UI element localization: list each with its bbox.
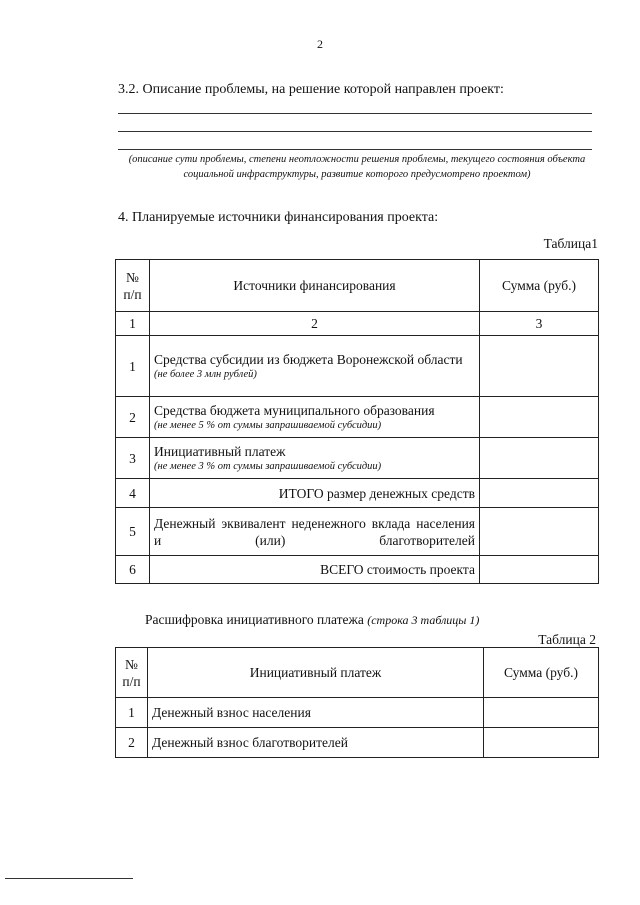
initiative-payment-table: [115, 647, 599, 758]
row-source: [150, 397, 480, 438]
table-row: [116, 728, 599, 758]
table-1-caption: Таблица1: [543, 236, 598, 251]
row-source-text: ИТОГО размер денежных средств: [150, 479, 480, 508]
row-sum[interactable]: [484, 698, 599, 728]
header-sum: Сумма (руб.): [484, 648, 599, 698]
breakdown-title: [145, 612, 479, 628]
row-number: 6: [116, 556, 150, 584]
table-row: [116, 336, 599, 397]
table-row: [116, 698, 599, 728]
footnote-separator: [5, 878, 133, 879]
row-sum[interactable]: [480, 556, 599, 584]
header-payment: Инициативный платеж: [148, 648, 484, 698]
index-cell: 1: [116, 312, 150, 336]
table-row: [116, 556, 599, 584]
breakdown-title-note: (строка 3 таблицы 1): [367, 613, 480, 627]
blank-line-3: [118, 149, 592, 150]
row-source: [150, 336, 480, 397]
header-sources: Источники финансирования: [150, 260, 480, 312]
row-sum[interactable]: [480, 397, 599, 438]
section-3-2-title: 3.2. Описание проблемы, на решение которой направлен проект:: [118, 82, 504, 97]
row-payment: Денежный взнос благотворителей: [148, 728, 484, 758]
row-source: [150, 438, 480, 479]
blank-line-2: [118, 131, 592, 132]
index-cell: 3: [480, 312, 599, 336]
index-cell: 2: [150, 312, 480, 336]
header-sum: Сумма (руб.): [480, 260, 599, 312]
section-4-title: 4. Планируемые источники финансирования проекта:: [118, 210, 439, 225]
row-sum[interactable]: [480, 438, 599, 479]
row-source-text: Денежный эквивалент неденежного вклада населения и (или) благотворителей: [150, 508, 480, 556]
row-number: 1: [116, 698, 148, 728]
row-sum[interactable]: [480, 508, 599, 556]
page-number: 2: [317, 37, 323, 51]
row-source-note: (не менее 3 % от суммы запрашиваемой субсидии): [154, 460, 382, 472]
breakdown-title-text: Расшифровка инициативного платежа: [145, 612, 364, 627]
header-number: № п/п: [116, 648, 148, 698]
table-row: [116, 479, 599, 508]
row-number: 3: [116, 438, 150, 479]
table-header-row: [116, 648, 599, 698]
row-source-text: Средства субсидии из бюджета Воронежской области: [154, 351, 463, 367]
row-number: 5: [116, 508, 150, 556]
table-header-row: [116, 260, 599, 312]
table-2-caption: Таблица 2: [538, 632, 596, 647]
blank-line-1: [118, 113, 592, 114]
table-row: [116, 438, 599, 479]
row-sum[interactable]: [480, 336, 599, 397]
table-row: [116, 508, 599, 556]
section-3-2-note: (описание сути проблемы, степени неотложности решения проблемы, текущего состояния объекта социальной инфраструктуры, развитие которого предусмотрено проектом): [128, 154, 586, 180]
table-index-row: [116, 312, 599, 336]
table-row: [116, 397, 599, 438]
row-sum[interactable]: [484, 728, 599, 758]
header-number: № п/п: [116, 260, 150, 312]
row-source-text: Средства бюджета муниципального образования: [154, 402, 435, 418]
row-payment: Денежный взнос населения: [148, 698, 484, 728]
row-number: 1: [116, 336, 150, 397]
row-source-note: (не более 3 млн рублей): [154, 368, 257, 380]
financing-sources-table: [115, 259, 599, 584]
row-number: 2: [116, 397, 150, 438]
row-source-text: ВСЕГО стоимость проекта: [150, 556, 480, 584]
row-sum[interactable]: [480, 479, 599, 508]
row-source-note: (не менее 5 % от суммы запрашиваемой субсидии): [154, 419, 382, 431]
row-number: 4: [116, 479, 150, 508]
row-source-text: Инициативный платеж: [154, 443, 286, 459]
row-number: 2: [116, 728, 148, 758]
